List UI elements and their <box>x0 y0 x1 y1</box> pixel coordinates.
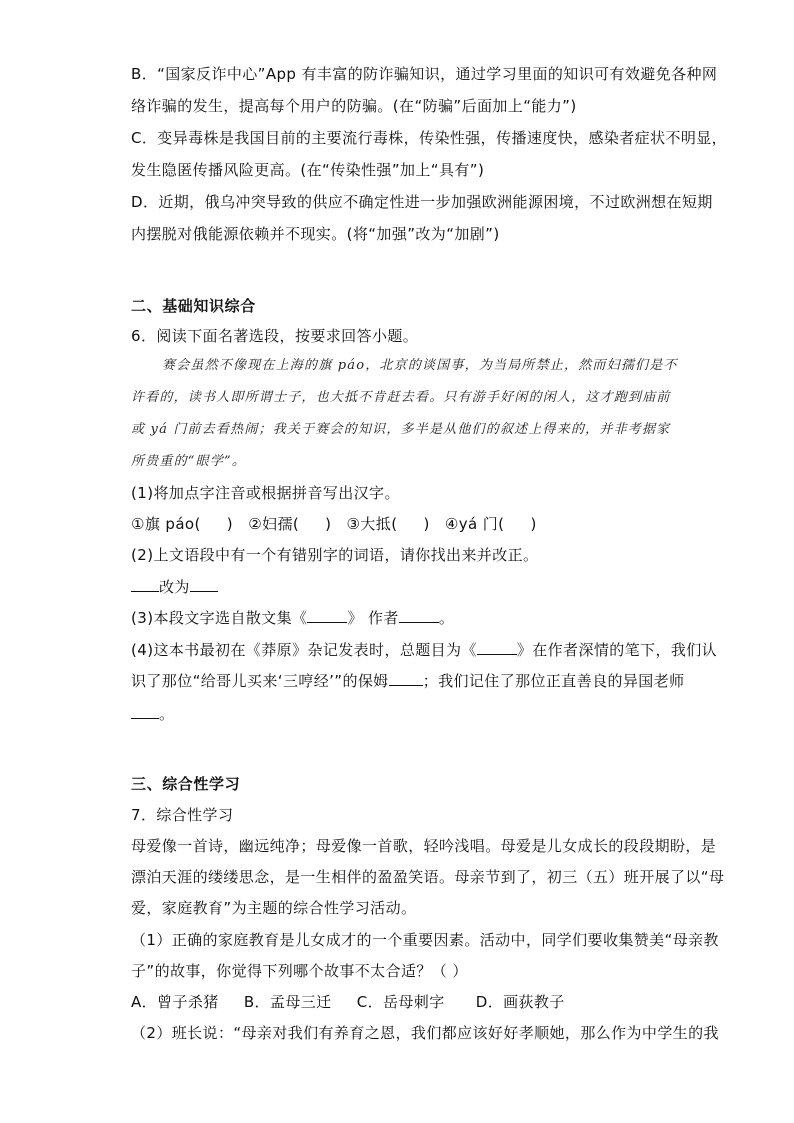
question-7-title: 7．综合性学习 <box>131 806 234 824</box>
excerpt-line-3: 或 yá 门前去看热闹；我关于赛会的知识，多半是从他们的叙述上得来的，并非考据家 <box>131 422 671 437</box>
answer-blank-wrong-word[interactable] <box>131 577 159 592</box>
answer-blank-corrected-word[interactable] <box>190 577 218 592</box>
question-7-1-options <box>131 992 565 1012</box>
item-3-prompt: ③大抵( <box>346 515 398 533</box>
item-3-close: ) <box>423 515 430 533</box>
item-2-prompt: ②妇孺( <box>248 515 300 533</box>
subquestion-4-line-3 <box>131 704 174 724</box>
question-6-title: 6．阅读下面名著选段，按要求回答小题。 <box>131 327 419 345</box>
question-7-1-line-2: 子”的故事，你觉得下列哪个故事不太合适？（ ） <box>131 962 468 980</box>
subquestion-2-answer <box>131 577 218 597</box>
question-7-1-line-1: （1）正确的家庭教育是儿女成才的一个重要因素。活动中，同学们要收集赞美“母亲教 <box>131 931 719 949</box>
subquestion-4-line-2-text-b: ；我们记住了那位正直善良的异国老师 <box>422 672 685 690</box>
subquestion-4-line-1 <box>131 640 717 660</box>
subquestion-3 <box>131 608 454 628</box>
excerpt-line-1: 赛会虽然不像现在上海的旗 páo，北京的谈国事，为当局所禁止，然而妇孺们是不 <box>162 358 678 373</box>
correction-label: 改为 <box>159 578 190 596</box>
item-4-prompt: ④yá 门( <box>444 515 505 533</box>
option-d-line-2: 内摆脱对俄能源依赖并不现实。(将“加强”改为“加剧”) <box>131 225 500 243</box>
subquestion-1-items <box>131 514 537 534</box>
option-c-line-1: C．变异毒株是我国目前的主要流行毒株，传染性强，传播速度快，感染者症状不明显， <box>131 129 728 147</box>
subquestion-4-line-2 <box>131 671 685 691</box>
answer-blank-nanny[interactable] <box>389 671 423 686</box>
question-7-2-line-1: （2）班长说：“母亲对我们有养育之恩，我们都应该好好孝顺她，那么作为中学生的我 <box>131 1024 719 1042</box>
answer-blank-teacher[interactable] <box>131 704 159 719</box>
option-a[interactable]: A．曾子杀猪 <box>131 993 219 1011</box>
subquestion-3-text-c: 。 <box>438 609 455 627</box>
section-three-heading: 三、综合性学习 <box>131 775 241 793</box>
option-d-line-1: D．近期，俄乌冲突导致的供应不确定性进一步加强欧洲能源困境，不过欧洲想在短期 <box>131 193 713 211</box>
subquestion-4-text-b: 》在作者深情的笔下，我们认 <box>516 641 718 659</box>
answer-blank-author[interactable] <box>399 608 439 623</box>
answer-blank-original-title[interactable] <box>477 640 517 655</box>
option-c[interactable]: C．岳母刺字 <box>356 993 445 1011</box>
excerpt-line-4: 所贵重的“眼学”。 <box>131 454 247 469</box>
item-1-close: ) <box>226 515 234 533</box>
subquestion-3-text-a: (3)本段文字选自散文集《 <box>131 609 308 627</box>
paragraph-line-2: 漂泊天涯的缕缕思念，是一生相伴的盈盈笑语。母亲节到了，初三（五）班开展了以“母 <box>131 868 725 886</box>
excerpt-line-2: 许看的，读书人即所谓士子，也大抵不肯赶去看。只有游手好闲的闲人，这才跑到庙前 <box>131 390 671 405</box>
subquestion-3-text-b: 》 作者 <box>347 609 399 627</box>
section-two-heading: 二、基础知识综合 <box>131 297 256 315</box>
option-d[interactable]: D．画荻教子 <box>475 993 565 1011</box>
subquestion-2: (2)上文语段中有一个有错别字的词语，请你找出来并改正。 <box>131 546 539 564</box>
item-4-close: ) <box>530 515 537 533</box>
answer-blank-collection-title[interactable] <box>307 608 347 623</box>
item-2-close: ) <box>325 515 332 533</box>
paragraph-line-3: 爱，家庭教育”为主题的综合性学习活动。 <box>131 899 417 917</box>
item-1-prompt: ①旗 páo( <box>131 515 201 533</box>
option-b-line-2: 络诈骗的发生，提高每个用户的防骗。(在“防骗”后面加上“能力”) <box>131 97 577 115</box>
subquestion-1: (1)将加点字注音或根据拼音写出汉字。 <box>131 484 400 502</box>
paragraph-line-1: 母爱像一首诗，幽远纯净；母爱像一首歌，轻吟浅唱。母爱是儿女成长的段段期盼，是 <box>131 837 717 855</box>
option-b-line-1: B．“国家反诈中心”App 有丰富的防诈骗知识，通过学习里面的知识可有效避免各种网 <box>131 65 718 83</box>
subquestion-4-line-3-end: 。 <box>159 705 175 723</box>
subquestion-4-text-a: (4)这本书最初在《莽原》杂记发表时，总题目为《 <box>131 641 477 659</box>
subquestion-4-line-2-text-a: 识了那位“给哥儿买来‘三哼经’”的保姆 <box>131 672 389 690</box>
option-c-line-2: 发生隐匿传播风险更高。(在“传染性强”加上“具有”) <box>131 161 485 179</box>
option-b[interactable]: B．孟母三迁 <box>243 993 332 1011</box>
